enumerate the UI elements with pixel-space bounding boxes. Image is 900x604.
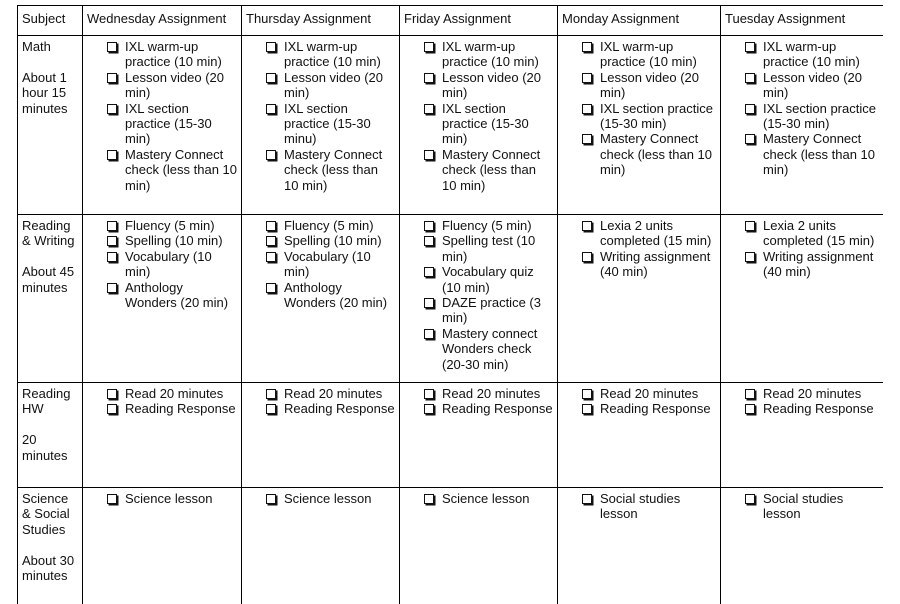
task-label: IXL warm-up practice (10 min) — [284, 39, 381, 70]
checkbox-icon[interactable] — [107, 389, 117, 399]
task-label: IXL section practice (15-30 min) — [600, 100, 713, 132]
task-label: Lesson video (20 min) — [763, 69, 863, 101]
checkbox-icon[interactable] — [745, 494, 755, 504]
task-label: Lesson video (20 min) — [442, 69, 542, 101]
checkbox-icon[interactable] — [424, 298, 434, 308]
checkbox-icon[interactable] — [424, 73, 434, 83]
list-item — [582, 491, 716, 522]
checkbox-icon[interactable] — [582, 42, 592, 52]
checkbox-icon[interactable] — [107, 150, 117, 160]
task-label: Science lesson — [284, 491, 372, 506]
list-item — [266, 386, 395, 401]
checkbox-icon[interactable] — [266, 389, 276, 399]
assignment-cell-friday — [400, 488, 558, 604]
checkbox-icon[interactable] — [424, 221, 434, 231]
column-header-wednesday: Wednesday Assignment — [83, 6, 242, 36]
subject-cell — [18, 215, 83, 383]
assignment-cell-monday — [558, 36, 721, 215]
assignment-cell-tuesday — [721, 488, 884, 604]
task-label: Read 20 minutes — [284, 386, 383, 401]
checkbox-icon[interactable] — [582, 389, 592, 399]
subject-duration: About 45 minutes — [22, 264, 75, 295]
task-label: IXL section practice (15-30 min) — [125, 100, 212, 147]
checkbox-icon[interactable] — [266, 404, 276, 414]
list-item — [424, 401, 553, 416]
checkbox-icon[interactable] — [745, 134, 755, 144]
checkbox-icon[interactable] — [266, 150, 276, 160]
list-item — [424, 101, 553, 147]
task-list — [562, 39, 716, 178]
task-label: Science lesson — [125, 491, 213, 506]
checkbox-icon[interactable] — [107, 73, 117, 83]
column-header-subject: Subject — [18, 6, 83, 36]
task-list — [87, 386, 237, 417]
list-item — [424, 386, 553, 401]
task-label: Mastery Connect check (less than 10 min) — [125, 146, 238, 193]
column-header-friday: Friday Assignment — [400, 6, 558, 36]
subject-duration: About 30 minutes — [22, 552, 75, 584]
task-list — [87, 491, 237, 506]
checkbox-icon[interactable] — [745, 104, 755, 114]
task-label: Mastery Connect check (less than 10 min) — [284, 146, 383, 193]
checkbox-icon[interactable] — [107, 236, 117, 246]
task-list — [725, 386, 879, 417]
checkbox-icon[interactable] — [424, 389, 434, 399]
task-label: Reading Response — [600, 401, 711, 417]
checkbox-icon[interactable] — [582, 252, 592, 262]
list-item — [266, 233, 395, 248]
task-label: Mastery Connect check (less than 10 min) — [442, 146, 541, 193]
assignment-cell-wednesday — [83, 215, 242, 383]
task-label: Lesson video (20 min) — [284, 69, 384, 101]
task-label: Writing assignment (40 min) — [600, 248, 711, 280]
header-row — [18, 6, 884, 36]
list-item — [582, 39, 716, 70]
assignment-cell-friday — [400, 383, 558, 488]
list-item — [424, 264, 553, 295]
task-list — [562, 386, 716, 417]
task-label: Read 20 minutes — [600, 386, 699, 401]
checkbox-icon[interactable] — [266, 283, 276, 293]
list-item — [107, 233, 237, 248]
list-item — [266, 39, 395, 70]
task-label: Lexia 2 units completed (15 min) — [763, 218, 875, 249]
column-header-monday: Monday Assignment — [558, 6, 721, 36]
task-label: IXL warm-up practice (10 min) — [600, 39, 697, 70]
list-item — [107, 70, 237, 101]
assignment-cell-friday — [400, 215, 558, 383]
list-item — [745, 249, 879, 280]
checkbox-icon[interactable] — [424, 404, 434, 414]
assignment-cell-tuesday — [721, 36, 884, 215]
task-label: Reading Response — [763, 401, 874, 417]
list-item — [582, 131, 716, 177]
task-list — [87, 218, 237, 310]
checkbox-icon[interactable] — [582, 404, 592, 414]
task-label: Read 20 minutes — [763, 386, 862, 401]
list-item — [266, 147, 395, 193]
task-label: Vocabulary quiz (10 min) — [442, 264, 534, 295]
list-item — [266, 218, 395, 233]
task-label: Anthology Wonders (20 min) — [284, 279, 388, 311]
task-list — [246, 386, 395, 417]
task-label: Spelling (10 min) — [284, 233, 382, 249]
list-item — [582, 218, 716, 249]
task-list — [725, 491, 879, 522]
assignment-cell-wednesday — [83, 36, 242, 215]
checkbox-icon[interactable] — [745, 73, 755, 83]
list-item — [107, 218, 237, 233]
task-list — [404, 39, 553, 193]
subject-name: Science & Social Studies — [22, 491, 70, 537]
checkbox-icon[interactable] — [582, 134, 592, 144]
task-label: Fluency (5 min) — [442, 218, 532, 233]
task-label: Reading Response — [284, 401, 395, 417]
checkbox-icon[interactable] — [582, 221, 592, 231]
subject-name: Reading HW — [22, 386, 71, 417]
task-label: Reading Response — [442, 401, 553, 417]
checkbox-icon[interactable] — [266, 221, 276, 231]
checkbox-icon[interactable] — [424, 494, 434, 504]
list-item — [745, 491, 879, 522]
checkbox-icon[interactable] — [424, 104, 434, 114]
list-item — [107, 39, 237, 70]
list-item — [745, 70, 879, 101]
task-list — [404, 218, 553, 372]
task-list — [404, 386, 553, 417]
list-item — [424, 39, 553, 70]
task-label: Mastery Connect check (less than 10 min) — [763, 131, 876, 178]
assignment-cell-tuesday — [721, 215, 884, 383]
task-label: Mastery Connect check (less than 10 min) — [600, 131, 713, 178]
subject-cell — [18, 488, 83, 604]
list-item — [424, 491, 553, 506]
task-list — [725, 218, 879, 280]
task-label: Lexia 2 units completed (15 min) — [600, 218, 712, 249]
assignment-cell-friday — [400, 36, 558, 215]
checkbox-icon[interactable] — [107, 252, 117, 262]
checkbox-icon[interactable] — [107, 104, 117, 114]
checkbox-icon[interactable] — [266, 42, 276, 52]
list-item — [107, 101, 237, 147]
column-header-tuesday: Tuesday Assignment — [721, 6, 884, 36]
task-label: IXL section practice (15-30 min) — [763, 100, 876, 132]
checkbox-icon[interactable] — [266, 104, 276, 114]
task-list — [246, 39, 395, 193]
task-label: Vocabulary (10 min) — [284, 248, 371, 280]
task-label: IXL section practice (15-30 minu) — [284, 100, 371, 147]
subject-cell — [18, 36, 83, 215]
list-item — [745, 401, 879, 416]
task-list — [562, 218, 716, 280]
subject-cell — [18, 383, 83, 488]
checkbox-icon[interactable] — [745, 404, 755, 414]
task-label: IXL section practice (15-30 min) — [442, 100, 529, 147]
task-label: IXL warm-up practice (10 min) — [442, 39, 539, 70]
assignment-cell-thursday — [242, 215, 400, 383]
column-header-thursday: Thursday Assignment — [242, 6, 400, 36]
table-row — [18, 36, 884, 215]
subject-name: Math — [22, 39, 51, 54]
checkbox-icon[interactable] — [107, 494, 117, 504]
task-list — [246, 218, 395, 310]
task-label: Lesson video (20 min) — [125, 69, 225, 101]
task-label: Read 20 minutes — [125, 386, 224, 401]
task-label: Social studies lesson — [763, 491, 844, 522]
list-item — [107, 401, 237, 416]
task-label: Reading Response — [125, 401, 236, 417]
checkbox-icon[interactable] — [266, 73, 276, 83]
list-item — [424, 295, 553, 326]
list-item — [582, 401, 716, 416]
list-item — [107, 147, 237, 193]
assignment-cell-wednesday — [83, 383, 242, 488]
list-item — [582, 249, 716, 280]
task-list — [404, 491, 553, 506]
checkbox-icon[interactable] — [745, 42, 755, 52]
checkbox-icon[interactable] — [424, 329, 434, 339]
table-row — [18, 215, 884, 383]
list-item — [424, 233, 553, 264]
task-label: Fluency (5 min) — [284, 218, 374, 233]
list-item — [582, 386, 716, 401]
checkbox-icon[interactable] — [745, 389, 755, 399]
list-item — [266, 70, 395, 101]
assignment-cell-thursday — [242, 36, 400, 215]
task-list — [246, 491, 395, 506]
checkbox-icon[interactable] — [107, 221, 117, 231]
checkbox-icon[interactable] — [424, 236, 434, 246]
task-label: Mastery connect Wonders check (20-30 min) — [442, 325, 538, 372]
list-item — [266, 491, 395, 506]
list-item — [745, 386, 879, 401]
assignment-cell-thursday — [242, 488, 400, 604]
task-label: Spelling test (10 min) — [442, 233, 536, 264]
table-row — [18, 488, 884, 604]
task-label: Lesson video (20 min) — [600, 69, 700, 101]
task-label: Vocabulary (10 min) — [125, 248, 212, 280]
checkbox-icon[interactable] — [582, 494, 592, 504]
list-item — [266, 249, 395, 280]
list-item — [107, 491, 237, 506]
list-item — [266, 401, 395, 416]
checkbox-icon[interactable] — [424, 42, 434, 52]
task-list — [87, 39, 237, 193]
list-item — [424, 326, 553, 372]
checkbox-icon[interactable] — [424, 150, 434, 160]
task-label: Read 20 minutes — [442, 386, 541, 401]
checkbox-icon[interactable] — [107, 42, 117, 52]
list-item — [424, 147, 553, 193]
checkbox-icon[interactable] — [266, 252, 276, 262]
list-item — [107, 280, 237, 311]
task-label: Anthology Wonders (20 min) — [125, 279, 229, 311]
list-item — [582, 101, 716, 132]
task-label: Spelling (10 min) — [125, 233, 223, 249]
assignment-cell-monday — [558, 488, 721, 604]
checkbox-icon[interactable] — [424, 267, 434, 277]
checkbox-icon[interactable] — [107, 283, 117, 293]
schedule-table — [17, 5, 883, 604]
assignment-cell-monday — [558, 215, 721, 383]
task-label: Writing assignment (40 min) — [763, 248, 874, 280]
checkbox-icon[interactable] — [582, 73, 592, 83]
table-row — [18, 383, 884, 488]
subject-name: Reading & Writing — [22, 218, 75, 249]
assignment-schedule — [17, 5, 883, 604]
list-item — [745, 39, 879, 70]
list-item — [266, 280, 395, 311]
subject-duration: About 1 hour 15 minutes — [22, 69, 68, 116]
list-item — [745, 101, 879, 132]
list-item — [107, 249, 237, 280]
list-item — [107, 386, 237, 401]
assignment-cell-tuesday — [721, 383, 884, 488]
list-item — [582, 70, 716, 101]
task-label: IXL warm-up practice (10 min) — [763, 39, 860, 70]
subject-duration: 20 minutes — [22, 432, 68, 463]
list-item — [745, 218, 879, 249]
task-label: DAZE practice (3 min) — [442, 295, 541, 326]
task-label: Fluency (5 min) — [125, 218, 215, 233]
checkbox-icon[interactable] — [266, 236, 276, 246]
list-item — [745, 131, 879, 177]
checkbox-icon[interactable] — [582, 104, 592, 114]
assignment-cell-monday — [558, 383, 721, 488]
list-item — [424, 70, 553, 101]
task-label: IXL warm-up practice (10 min) — [125, 39, 222, 70]
task-label: Science lesson — [442, 491, 530, 506]
task-list — [725, 39, 879, 178]
list-item — [424, 218, 553, 233]
assignment-cell-thursday — [242, 383, 400, 488]
assignment-cell-wednesday — [83, 488, 242, 604]
checkbox-icon[interactable] — [266, 494, 276, 504]
list-item — [266, 101, 395, 147]
task-label: Social studies lesson — [600, 491, 681, 522]
task-list — [562, 491, 716, 522]
checkbox-icon[interactable] — [107, 404, 117, 414]
checkbox-icon[interactable] — [745, 221, 755, 231]
checkbox-icon[interactable] — [745, 252, 755, 262]
